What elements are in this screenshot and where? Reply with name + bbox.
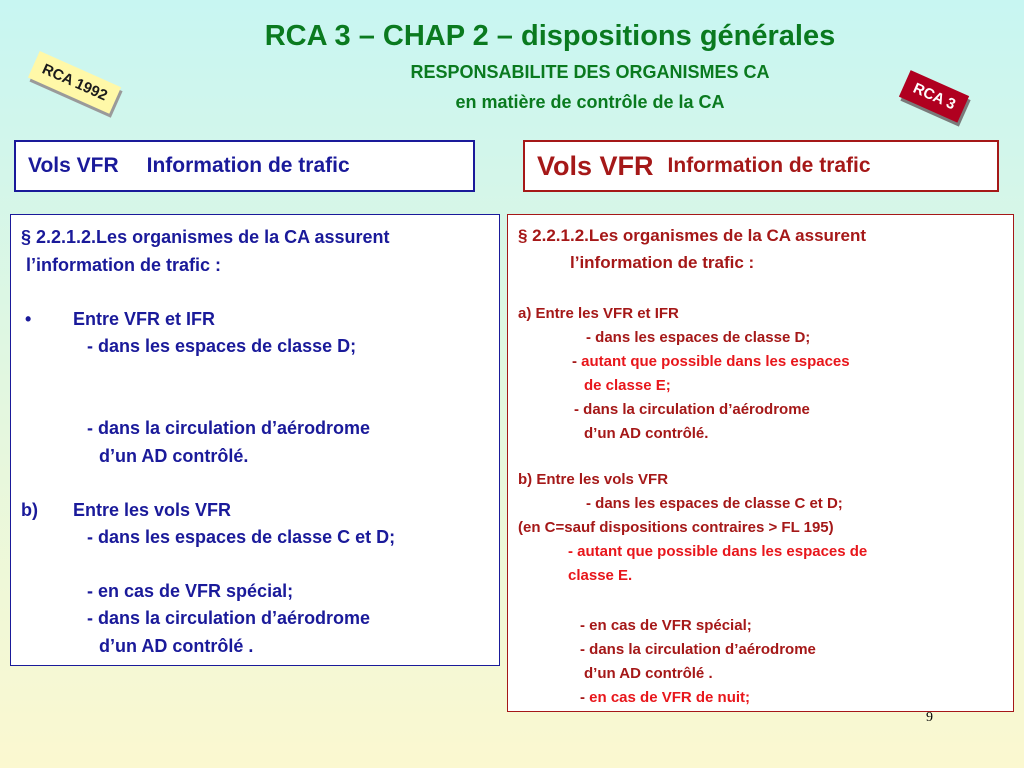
rca-3-text-panel <box>507 214 1014 712</box>
right-line-class-e: autant que possible dans les espaces <box>581 353 850 370</box>
right-line-class-e-2-cont: classe E. <box>568 567 633 584</box>
left-column-header <box>14 140 475 192</box>
rca-1992-tag: RCA 1992 <box>28 51 122 114</box>
slide-subtitle-2: en matière de contrôle de la CA <box>455 92 725 112</box>
right-line-ad-controle-2: d’un AD contrôlé . <box>584 665 713 682</box>
right-line-vfr-nuit: en cas de VFR de nuit; <box>589 689 751 706</box>
left-header-part2: Information de trafic <box>146 154 350 177</box>
right-line-fl195: (en C=sauf dispositions contraires > FL 195) <box>518 519 834 536</box>
right-header-part2: Information de trafic <box>667 154 871 177</box>
right-line-circulation-2: - dans la circulation d’aérodrome <box>580 641 816 658</box>
left-line-class-cd: - dans les espaces de classe C et D; <box>87 527 396 547</box>
right-line-vfr-nuit-wrap <box>580 689 750 706</box>
right-line-b-vfr-vfr: b) Entre les vols VFR <box>518 471 669 488</box>
left-line-intro: § 2.2.1.2.Les organismes de la CA assurent <box>21 227 390 247</box>
right-header-part1: Vols VFR <box>537 150 654 181</box>
right-line-vfr-special: - en cas de VFR spécial; <box>580 617 752 634</box>
right-line-class-e-2: - autant que possible dans les espaces de <box>568 543 868 560</box>
page-number: 9 <box>926 710 933 725</box>
left-line-vfr-ifr: Entre VFR et IFR <box>73 309 216 329</box>
left-line-circulation-2: - dans la circulation d’aérodrome <box>87 608 371 628</box>
right-column-header <box>523 140 999 192</box>
rca-3-tag: RCA 3 <box>899 70 970 123</box>
rca-1992-text-panel <box>10 214 500 666</box>
bullet: • <box>25 309 32 329</box>
right-line-class-e-wrap <box>572 353 850 370</box>
right-line-dash-2: - <box>580 689 590 706</box>
left-line-ad-controle-2: d’un AD contrôlé . <box>99 636 254 656</box>
right-line-circulation: - dans la circulation d’aérodrome <box>574 401 810 418</box>
left-line-vfr-special: - en cas de VFR spécial; <box>87 581 294 601</box>
right-line-intro: § 2.2.1.2.Les organismes de la CA assurent <box>518 226 867 245</box>
right-line-class-e-cont: de classe E; <box>584 377 671 394</box>
slide-title: RCA 3 – CHAP 2 – dispositions générales <box>264 20 836 52</box>
left-line-b-marker: b) <box>21 500 38 520</box>
left-header-part1: Vols VFR <box>28 154 119 177</box>
right-line-a-vfr-ifr: a) Entre les VFR et IFR <box>518 305 679 322</box>
left-line-ad-controle: d’un AD contrôlé. <box>99 446 249 466</box>
right-line-intro-cont: l’information de trafic : <box>570 253 755 272</box>
right-line-ad-controle: d’un AD contrôlé. <box>584 425 709 442</box>
left-line-class-d: - dans les espaces de classe D; <box>87 336 357 356</box>
right-line-class-cd: - dans les espaces de classe C et D; <box>586 495 843 512</box>
right-line-class-d: - dans les espaces de classe D; <box>586 329 811 346</box>
left-line-vfr-vfr: Entre les vols VFR <box>73 500 232 520</box>
slide-subtitle: RESPONSABILITE DES ORGANISMES CA <box>410 62 770 82</box>
right-line-dash: - <box>572 353 582 370</box>
left-line-circulation: - dans la circulation d’aérodrome <box>87 418 371 438</box>
left-line-intro-cont: l’information de trafic : <box>26 255 222 275</box>
